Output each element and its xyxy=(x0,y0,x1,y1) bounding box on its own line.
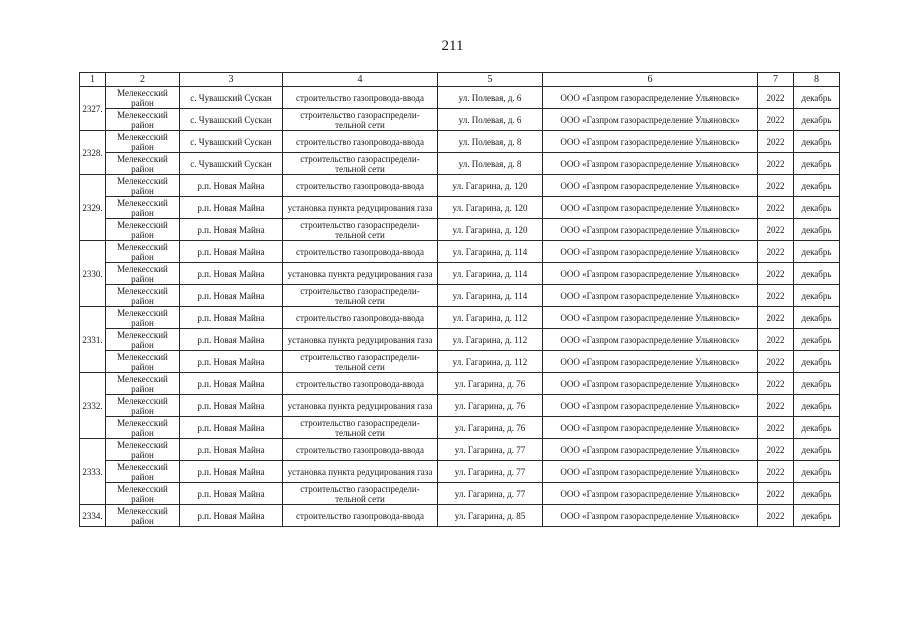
locality-cell: р.п. Новая Майна xyxy=(180,329,283,351)
entry-number-cell: 2330. xyxy=(80,241,106,307)
work-type-cell: строительство газораспредели-тельной сети xyxy=(283,351,438,373)
locality-cell: р.п. Новая Майна xyxy=(180,417,283,439)
organization-cell: ООО «Газпром газораспределение Ульяновск» xyxy=(543,417,758,439)
table-row xyxy=(80,329,840,351)
locality-cell: р.п. Новая Майна xyxy=(180,263,283,285)
organization-cell: ООО «Газпром газораспределение Ульяновск» xyxy=(543,153,758,175)
address-cell: ул. Гагарина, д. 112 xyxy=(438,329,543,351)
locality-cell: с. Чувашский Сускан xyxy=(180,109,283,131)
address-cell: ул. Гагарина, д. 85 xyxy=(438,505,543,527)
year-cell: 2022 xyxy=(758,461,794,483)
page-number: 211 xyxy=(441,38,464,54)
column-header-5: 5 xyxy=(438,73,543,87)
organization-cell: ООО «Газпром газораспределение Ульяновск» xyxy=(543,285,758,307)
organization-cell: ООО «Газпром газораспределение Ульяновск» xyxy=(543,219,758,241)
entry-number-cell: 2333. xyxy=(80,439,106,505)
organization-cell: ООО «Газпром газораспределение Ульяновск» xyxy=(543,175,758,197)
district-cell: Мелекесский район xyxy=(106,131,180,153)
address-cell: ул. Гагарина, д. 114 xyxy=(438,285,543,307)
month-cell: декабрь xyxy=(794,395,840,417)
year-cell: 2022 xyxy=(758,417,794,439)
table-row xyxy=(80,263,840,285)
locality-cell: р.п. Новая Майна xyxy=(180,461,283,483)
locality-cell: р.п. Новая Майна xyxy=(180,395,283,417)
month-cell: декабрь xyxy=(794,505,840,527)
address-cell: ул. Гагарина, д. 77 xyxy=(438,483,543,505)
month-cell: декабрь xyxy=(794,483,840,505)
district-cell: Мелекесский район xyxy=(106,373,180,395)
work-type-cell: установка пункта редуцирования газа xyxy=(283,395,438,417)
address-cell: ул. Гагарина, д. 120 xyxy=(438,219,543,241)
table-row xyxy=(80,285,840,307)
work-type-cell: строительство газопровода-ввода xyxy=(283,373,438,395)
work-type-cell: строительство газопровода-ввода xyxy=(283,439,438,461)
entry-number-cell: 2328. xyxy=(80,131,106,175)
address-cell: ул. Гагарина, д. 112 xyxy=(438,307,543,329)
table-row xyxy=(80,439,840,461)
locality-cell: р.п. Новая Майна xyxy=(180,241,283,263)
locality-cell: р.п. Новая Майна xyxy=(180,483,283,505)
organization-cell: ООО «Газпром газораспределение Ульяновск» xyxy=(543,351,758,373)
locality-cell: с. Чувашский Сускан xyxy=(180,87,283,109)
table-row xyxy=(80,219,840,241)
table-row xyxy=(80,153,840,175)
table-row xyxy=(80,197,840,219)
year-cell: 2022 xyxy=(758,241,794,263)
work-type-cell: строительство газопровода-ввода xyxy=(283,131,438,153)
register-table xyxy=(79,72,840,527)
column-header-1: 1 xyxy=(80,73,106,87)
district-cell: Мелекесский район xyxy=(106,351,180,373)
work-type-cell: строительство газораспредели-тельной сети xyxy=(283,109,438,131)
locality-cell: р.п. Новая Майна xyxy=(180,439,283,461)
locality-cell: р.п. Новая Майна xyxy=(180,373,283,395)
table-row xyxy=(80,175,840,197)
locality-cell: с. Чувашский Сускан xyxy=(180,153,283,175)
work-type-cell: строительство газораспредели-тельной сети xyxy=(283,219,438,241)
district-cell: Мелекесский район xyxy=(106,109,180,131)
work-type-cell: строительство газопровода-ввода xyxy=(283,307,438,329)
district-cell: Мелекесский район xyxy=(106,483,180,505)
district-cell: Мелекесский район xyxy=(106,439,180,461)
entry-number-cell: 2327. xyxy=(80,87,106,131)
locality-cell: р.п. Новая Майна xyxy=(180,285,283,307)
address-cell: ул. Гагарина, д. 77 xyxy=(438,461,543,483)
district-cell: Мелекесский район xyxy=(106,197,180,219)
year-cell: 2022 xyxy=(758,483,794,505)
organization-cell: ООО «Газпром газораспределение Ульяновск» xyxy=(543,483,758,505)
work-type-cell: строительство газораспредели-тельной сети xyxy=(283,483,438,505)
column-header-8: 8 xyxy=(794,73,840,87)
address-cell: ул. Гагарина, д. 76 xyxy=(438,395,543,417)
locality-cell: р.п. Новая Майна xyxy=(180,175,283,197)
table-row xyxy=(80,131,840,153)
locality-cell: с. Чувашский Сускан xyxy=(180,131,283,153)
district-cell: Мелекесский район xyxy=(106,417,180,439)
column-header-4: 4 xyxy=(283,73,438,87)
entry-number-cell: 2332. xyxy=(80,373,106,439)
month-cell: декабрь xyxy=(794,351,840,373)
entry-number-cell: 2331. xyxy=(80,307,106,373)
district-cell: Мелекесский район xyxy=(106,153,180,175)
district-cell: Мелекесский район xyxy=(106,461,180,483)
locality-cell: р.п. Новая Майна xyxy=(180,351,283,373)
year-cell: 2022 xyxy=(758,439,794,461)
organization-cell: ООО «Газпром газораспределение Ульяновск» xyxy=(543,461,758,483)
year-cell: 2022 xyxy=(758,395,794,417)
month-cell: декабрь xyxy=(794,241,840,263)
year-cell: 2022 xyxy=(758,505,794,527)
month-cell: декабрь xyxy=(794,109,840,131)
month-cell: декабрь xyxy=(794,307,840,329)
header-row xyxy=(80,73,840,87)
organization-cell: ООО «Газпром газораспределение Ульяновск» xyxy=(543,329,758,351)
year-cell: 2022 xyxy=(758,285,794,307)
year-cell: 2022 xyxy=(758,109,794,131)
district-cell: Мелекесский район xyxy=(106,307,180,329)
month-cell: декабрь xyxy=(794,417,840,439)
address-cell: ул. Гагарина, д. 112 xyxy=(438,351,543,373)
address-cell: ул. Гагарина, д. 114 xyxy=(438,241,543,263)
table-row xyxy=(80,109,840,131)
column-header-2: 2 xyxy=(106,73,180,87)
work-type-cell: строительство газопровода-ввода xyxy=(283,505,438,527)
table-row xyxy=(80,87,840,109)
organization-cell: ООО «Газпром газораспределение Ульяновск» xyxy=(543,87,758,109)
address-cell: ул. Гагарина, д. 114 xyxy=(438,263,543,285)
table-row xyxy=(80,241,840,263)
district-cell: Мелекесский район xyxy=(106,505,180,527)
table-row xyxy=(80,395,840,417)
organization-cell: ООО «Газпром газораспределение Ульяновск» xyxy=(543,109,758,131)
work-type-cell: установка пункта редуцирования газа xyxy=(283,329,438,351)
month-cell: декабрь xyxy=(794,329,840,351)
month-cell: декабрь xyxy=(794,197,840,219)
district-cell: Мелекесский район xyxy=(106,285,180,307)
district-cell: Мелекесский район xyxy=(106,329,180,351)
month-cell: декабрь xyxy=(794,131,840,153)
year-cell: 2022 xyxy=(758,87,794,109)
district-cell: Мелекесский район xyxy=(106,219,180,241)
organization-cell: ООО «Газпром газораспределение Ульяновск» xyxy=(543,241,758,263)
address-cell: ул. Гагарина, д. 120 xyxy=(438,175,543,197)
address-cell: ул. Гагарина, д. 76 xyxy=(438,373,543,395)
organization-cell: ООО «Газпром газораспределение Ульяновск» xyxy=(543,373,758,395)
table-row xyxy=(80,461,840,483)
district-cell: Мелекесский район xyxy=(106,175,180,197)
locality-cell: р.п. Новая Майна xyxy=(180,307,283,329)
work-type-cell: установка пункта редуцирования газа xyxy=(283,263,438,285)
address-cell: ул. Гагарина, д. 120 xyxy=(438,197,543,219)
month-cell: декабрь xyxy=(794,461,840,483)
district-cell: Мелекесский район xyxy=(106,87,180,109)
column-header-3: 3 xyxy=(180,73,283,87)
locality-cell: р.п. Новая Майна xyxy=(180,219,283,241)
address-cell: ул. Полевая, д. 8 xyxy=(438,153,543,175)
work-type-cell: установка пункта редуцирования газа xyxy=(283,461,438,483)
table-body xyxy=(80,87,840,527)
address-cell: ул. Гагарина, д. 77 xyxy=(438,439,543,461)
year-cell: 2022 xyxy=(758,153,794,175)
district-cell: Мелекесский район xyxy=(106,263,180,285)
year-cell: 2022 xyxy=(758,307,794,329)
address-cell: ул. Полевая, д. 8 xyxy=(438,131,543,153)
work-type-cell: строительство газораспредели-тельной сети xyxy=(283,417,438,439)
column-header-7: 7 xyxy=(758,73,794,87)
work-type-cell: строительство газораспредели-тельной сети xyxy=(283,153,438,175)
table-row xyxy=(80,307,840,329)
organization-cell: ООО «Газпром газораспределение Ульяновск» xyxy=(543,131,758,153)
year-cell: 2022 xyxy=(758,329,794,351)
entry-number-cell: 2334. xyxy=(80,505,106,527)
month-cell: декабрь xyxy=(794,175,840,197)
month-cell: декабрь xyxy=(794,285,840,307)
table-row xyxy=(80,483,840,505)
table-row xyxy=(80,373,840,395)
organization-cell: ООО «Газпром газораспределение Ульяновск» xyxy=(543,395,758,417)
table-row xyxy=(80,417,840,439)
organization-cell: ООО «Газпром газораспределение Ульяновск» xyxy=(543,439,758,461)
organization-cell: ООО «Газпром газораспределение Ульяновск» xyxy=(543,197,758,219)
table-row xyxy=(80,505,840,527)
month-cell: декабрь xyxy=(794,87,840,109)
organization-cell: ООО «Газпром газораспределение Ульяновск» xyxy=(543,307,758,329)
address-cell: ул. Гагарина, д. 76 xyxy=(438,417,543,439)
month-cell: декабрь xyxy=(794,153,840,175)
month-cell: декабрь xyxy=(794,439,840,461)
entry-number-cell: 2329. xyxy=(80,175,106,241)
address-cell: ул. Полевая, д. 6 xyxy=(438,109,543,131)
column-header-6: 6 xyxy=(543,73,758,87)
month-cell: декабрь xyxy=(794,263,840,285)
year-cell: 2022 xyxy=(758,263,794,285)
year-cell: 2022 xyxy=(758,197,794,219)
work-type-cell: строительство газопровода-ввода xyxy=(283,175,438,197)
table-row xyxy=(80,351,840,373)
year-cell: 2022 xyxy=(758,131,794,153)
year-cell: 2022 xyxy=(758,219,794,241)
organization-cell: ООО «Газпром газораспределение Ульяновск» xyxy=(543,505,758,527)
year-cell: 2022 xyxy=(758,373,794,395)
work-type-cell: установка пункта редуцирования газа xyxy=(283,197,438,219)
district-cell: Мелекесский район xyxy=(106,241,180,263)
month-cell: декабрь xyxy=(794,219,840,241)
locality-cell: р.п. Новая Майна xyxy=(180,505,283,527)
locality-cell: р.п. Новая Майна xyxy=(180,197,283,219)
work-type-cell: строительство газопровода-ввода xyxy=(283,241,438,263)
district-cell: Мелекесский район xyxy=(106,395,180,417)
year-cell: 2022 xyxy=(758,351,794,373)
organization-cell: ООО «Газпром газораспределение Ульяновск» xyxy=(543,263,758,285)
work-type-cell: строительство газораспредели-тельной сети xyxy=(283,285,438,307)
work-type-cell: строительство газопровода-ввода xyxy=(283,87,438,109)
month-cell: декабрь xyxy=(794,373,840,395)
address-cell: ул. Полевая, д. 6 xyxy=(438,87,543,109)
year-cell: 2022 xyxy=(758,175,794,197)
